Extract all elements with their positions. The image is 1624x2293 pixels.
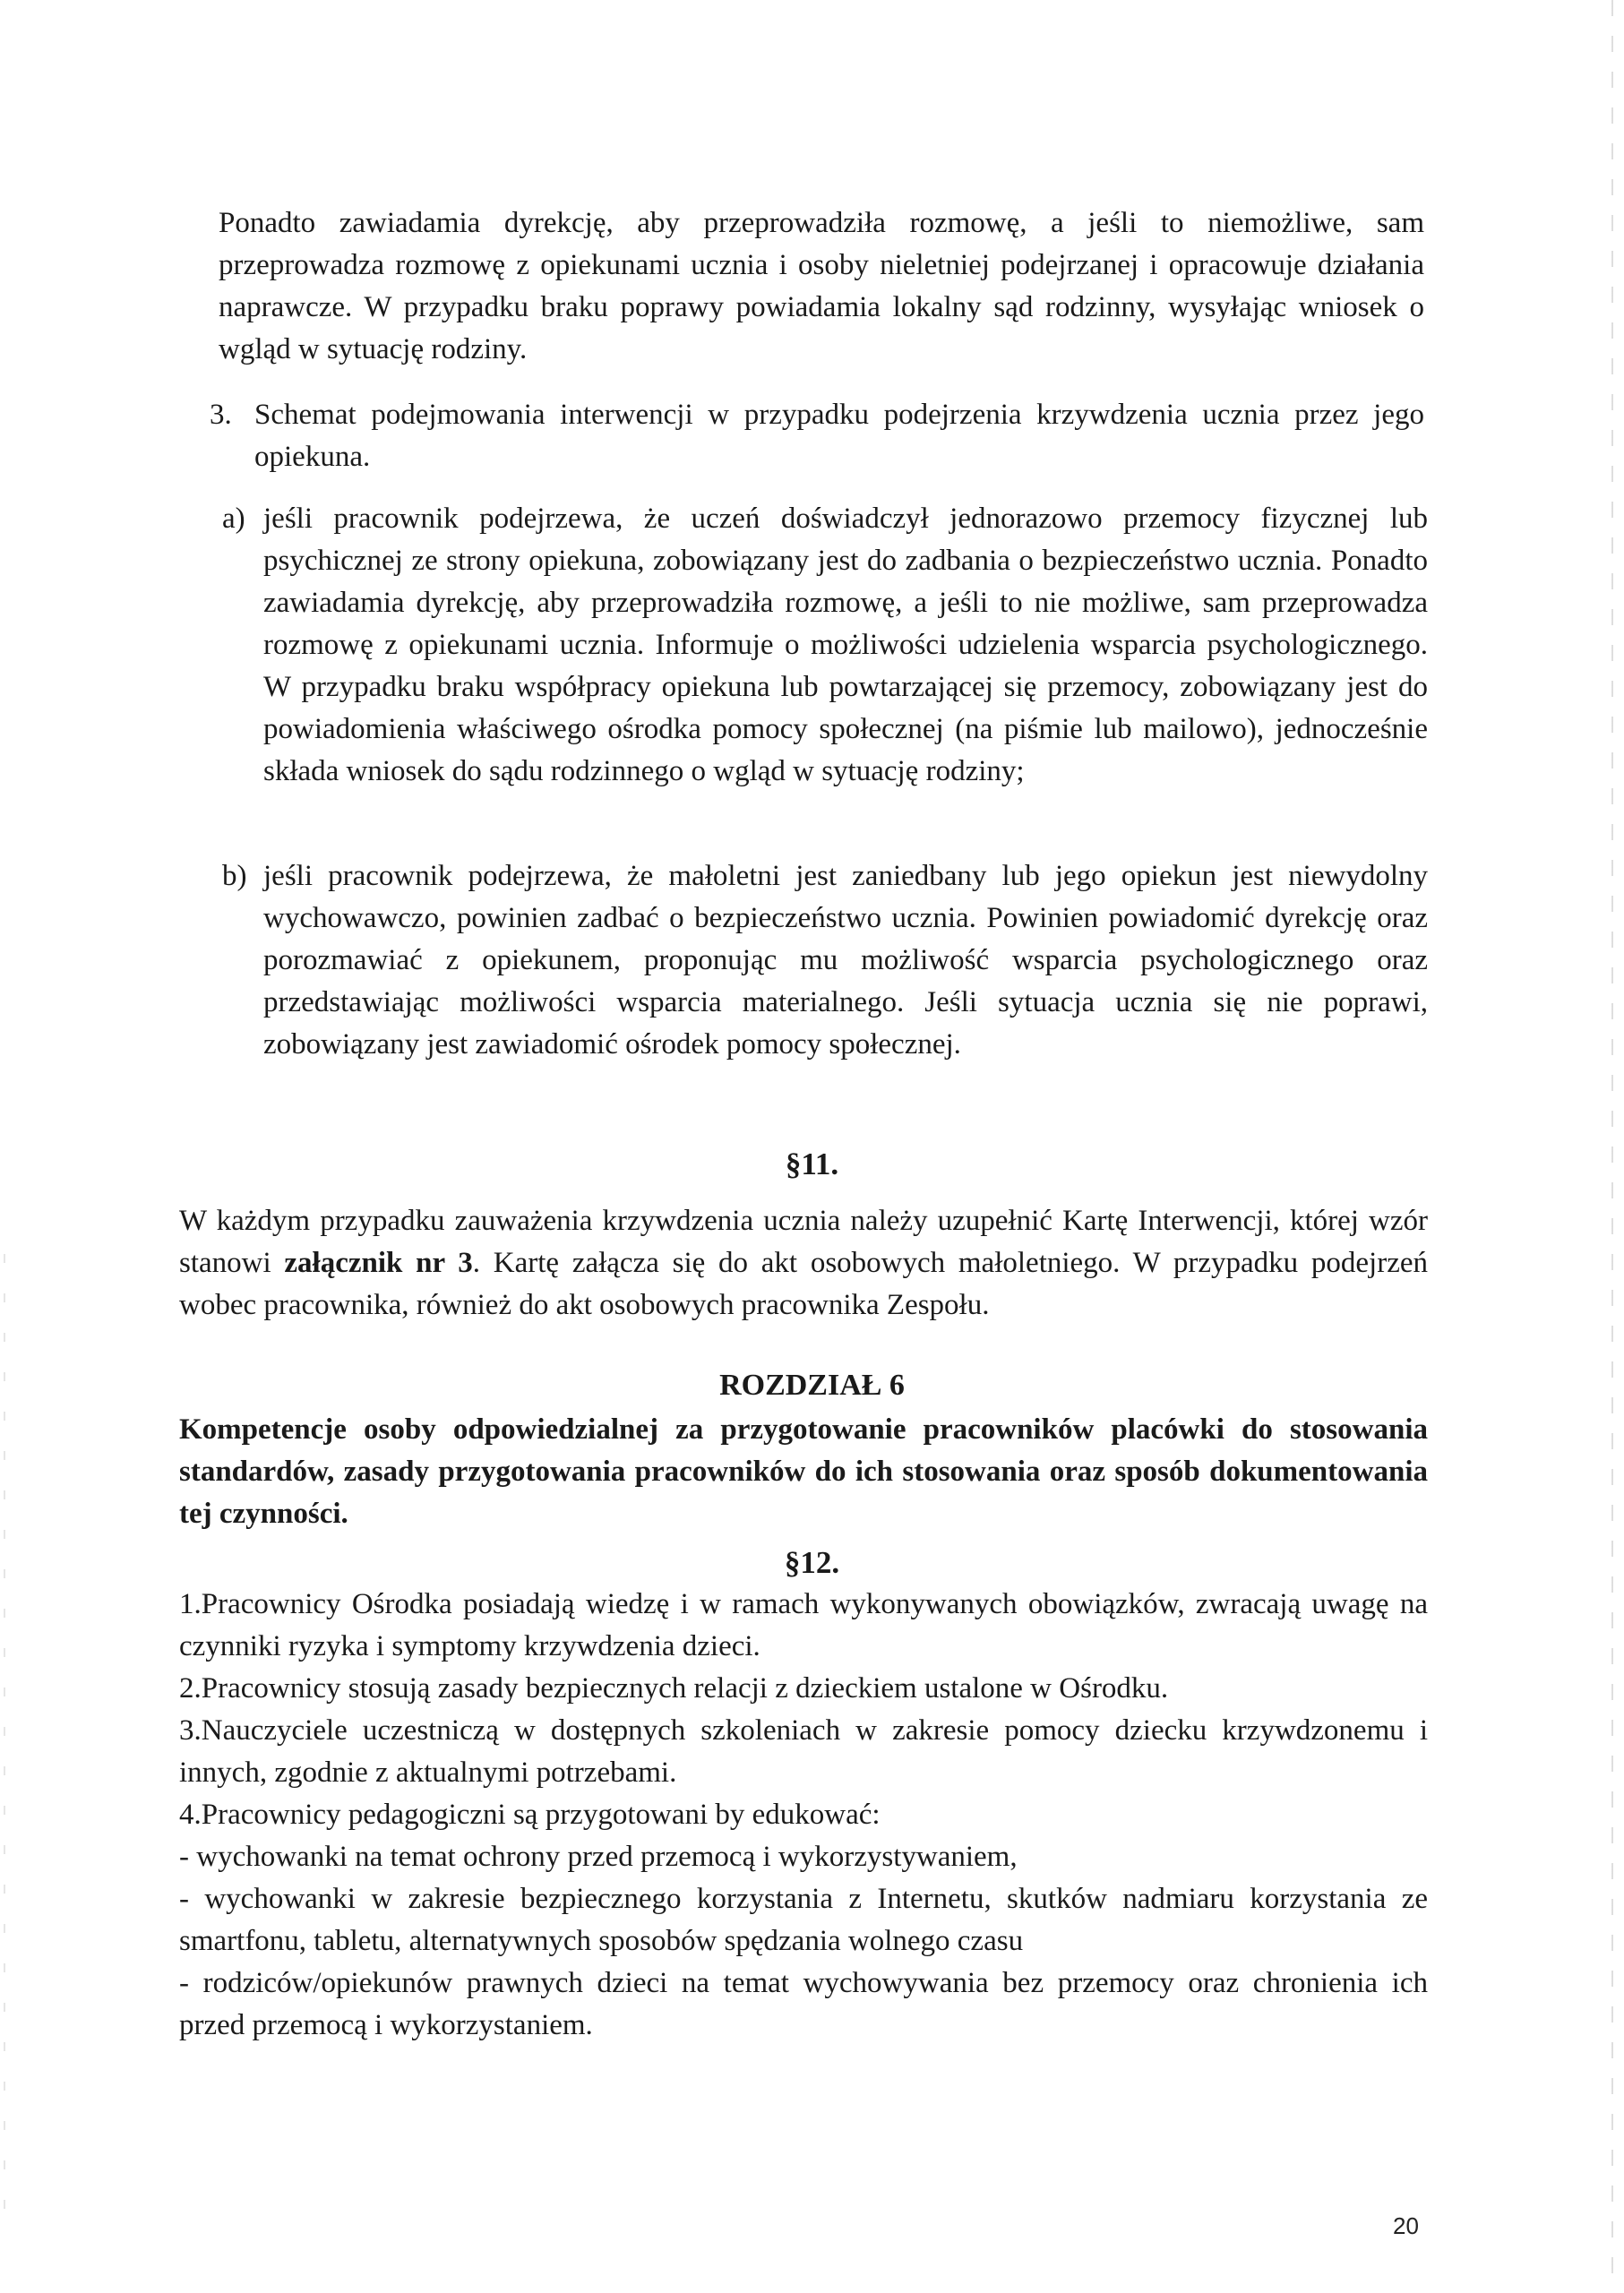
sub-item-a-text: jeśli pracownik podejrzewa, że uczeń doświadczył jednorazowo przemocy fizycznej lub psychicznej ze strony opiekuna, zobowiązany jest do zadbania o bezpieczeństwo ucznia. Ponadto zawiadamia dyrekcję, aby przeprowadziła rozmowę, a jeśli to nie możliwe, sam przeprowadza rozmowę z opiekunami ucznia. Informuje o możliwości udzielenia wsparcia psychologicznego. W przypadku braku współpracy opiekuna lub powtarzającej się przemocy, zobowiązany jest do powiadomienia właściwego ośrodka pomocy społecznej (na piśmie lub mailowo), jednocześnie składa wniosek do sądu rodzinnego o wgląd w sytuację rodziny; bbox=[263, 502, 1428, 787]
list-item: 2.Pracownicy stosują zasady bezpiecznych relacji z dzieckiem ustalone w Ośrodku. bbox=[179, 1672, 1169, 1705]
chapter-heading: ROZDZIAŁ 6 bbox=[719, 1369, 905, 1402]
sub-item-a-label: a) bbox=[222, 502, 245, 535]
section-11-paragraph bbox=[179, 1200, 1428, 1327]
list-item: 3.Nauczyciele uczestniczą w dostępnych szkoleniach w zakresie pomocy dziecku krzywdzonemu i innych, zgodnie z aktualnymi potrzebami. bbox=[179, 1714, 1428, 1789]
section-11-heading: §11. bbox=[785, 1146, 839, 1181]
list-item: - rodziców/opiekunów prawnych dzieci na temat wychowywania bez przemocy oraz chronienia ich przed przemocą i wykorzystaniem. bbox=[179, 1967, 1428, 2041]
list-item: 1.Pracownicy Ośrodka posiadają wiedzę i w ramach wykonywanych obowiązków, zwracają uwagę na czynniki ryzyka i symptomy krzywdzenia dzieci. bbox=[179, 1588, 1428, 1662]
page-number: 20 bbox=[1393, 2212, 1419, 2239]
item-3-number: 3. bbox=[210, 399, 232, 431]
intro-paragraph: Ponadto zawiadamia dyrekcję, aby przeprowadziła rozmowę, a jeśli to niemożliwe, sam przeprowadza rozmowę z opiekunami ucznia i osoby nieletniej podejrzanej i opracowuje działania naprawcze. W przypadku braku poprawy powiadamia lokalny sąd rodzinny, wysyłając wniosek o wgląd w sytuację rodziny. bbox=[219, 207, 1424, 365]
sub-item-b-text: jeśli pracownik podejrzewa, że małoletni jest zaniedbany lub jego opiekun jest niewydolny wychowawczo, powinien zadbać o bezpieczeństwo ucznia. Powinien powiadomić dyrekcję oraz porozmawiać z opiekunem, proponując mu możliwość wsparcia psychologicznego oraz przedstawiając możliwości wsparcia materialnego. Jeśli sytuacja ucznia się nie poprawi, zobowiązany jest zawiadomić ośrodek pomocy społecznej. bbox=[263, 860, 1428, 1061]
sub-item-b-label: b) bbox=[222, 860, 247, 892]
section-11-text-before: W każdym przypadku zauważenia krzywdzenia ucznia należy uzupełnić Kartę Interwencji, której wzór stanowi bbox=[179, 1205, 1428, 1279]
list-item: - wychowanki na temat ochrony przed przemocą i wykorzystywaniem, bbox=[179, 1841, 1018, 1873]
item-3-text: Schemat podejmowania interwencji w przypadku podejrzenia krzywdzenia ucznia przez jego opiekuna. bbox=[254, 399, 1424, 473]
section-12-heading: §12. bbox=[784, 1545, 840, 1580]
list-item: 4.Pracownicy pedagogiczni są przygotowani by edukować: bbox=[179, 1799, 881, 1831]
chapter-title: Kompetencje osoby odpowiedzialnej za przygotowanie pracowników placówki do stosowania standardów, zasady przygotowania pracowników do ich stosowania oraz sposób dokumentowania tej czynności. bbox=[179, 1413, 1428, 1530]
list-item: - wychowanki w zakresie bezpiecznego korzystania z Internetu, skutków nadmiaru korzystania ze smartfonu, tabletu, alternatywnych sposobów spędzania wolnego czasu bbox=[179, 1883, 1428, 1957]
attachment-reference: załącznik nr 3 bbox=[284, 1247, 473, 1279]
section-11-text-after: . Kartę załącza się do akt osobowych małoletniego. W przypadku podejrzeń wobec pracownika, również do akt osobowych pracownika Zespołu. bbox=[179, 1247, 1428, 1321]
section-12-list bbox=[179, 1584, 1428, 2047]
